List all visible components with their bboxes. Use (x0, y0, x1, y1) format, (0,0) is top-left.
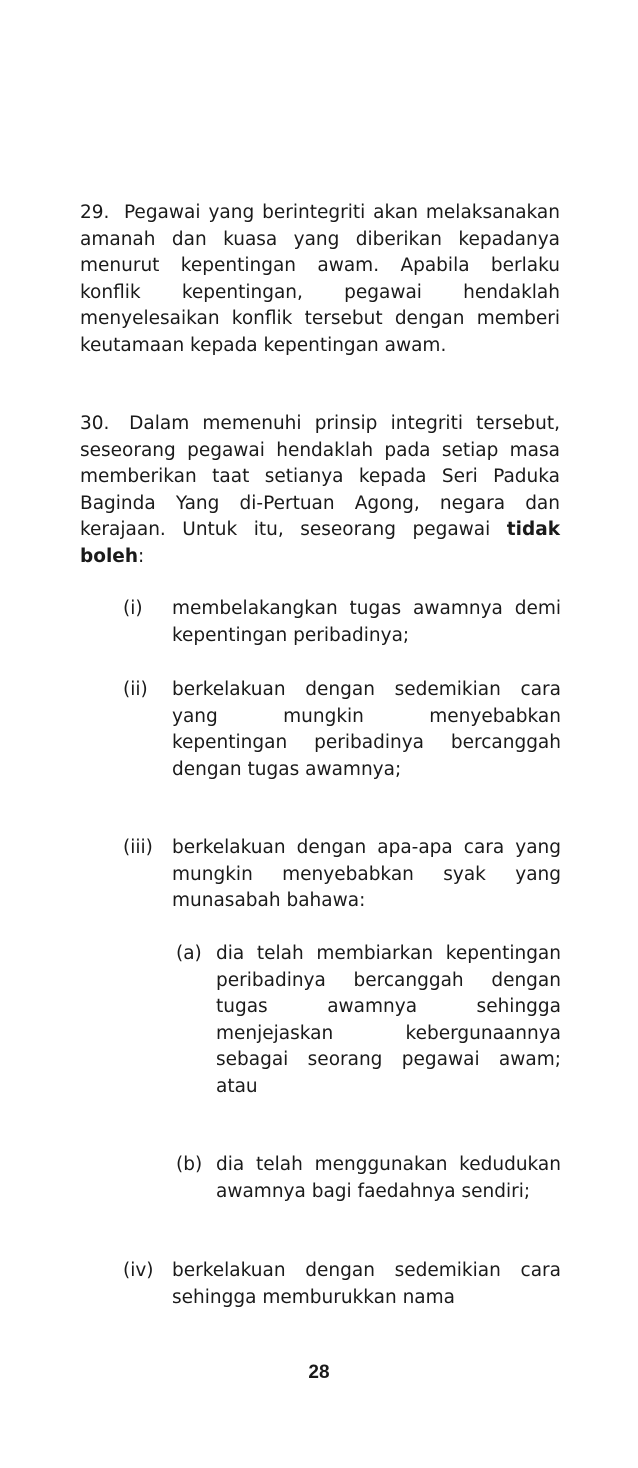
paragraph-number: 29. (80, 202, 110, 223)
paragraph-suffix: : (138, 545, 145, 567)
paragraph-29 (80, 200, 560, 359)
paragraph-30 (80, 411, 560, 570)
sub-item-text: dia telah menggunakan kedudukan awamnya bagi faedahnya sendiri; (216, 1154, 561, 1202)
list-marker: (iii) (123, 837, 153, 858)
emphasis-text: tidak boleh (80, 519, 560, 567)
list-marker: (i) (123, 598, 143, 619)
list-item-text: membelakangkan tugas awamnya demi kepentingan peribadinya; (172, 598, 561, 646)
list-item-text: berkelakuan dengan sedemikian cara sehingga memburukkan nama (172, 1260, 561, 1308)
list-marker: (ii) (123, 679, 148, 700)
sub-item-text: dia telah membiarkan kepentingan peribadinya bercanggah dengan tugas awamnya sehingga menjejaskan kebergunaannya sebagai seorang pegawai awam; atau (216, 943, 561, 1097)
sub-item-marker: (b) (176, 1154, 203, 1175)
page-number: 28 (308, 1362, 330, 1383)
list-item-text: berkelakuan dengan apa-apa cara yang mungkin menyebabkan syak yang munasabah bahawa: (172, 837, 561, 911)
paragraph-text: Pegawai yang berintegriti akan melaksanakan amanah dan kuasa yang diberikan kepadanya menurut kepentingan awam. Apabila berlaku konflik kepentingan, pegawai hendaklah menyelesaikan konflik tersebut dengan memberi keutamaan kepada kepentingan awam. (80, 202, 560, 356)
list-item-text: berkelakuan dengan sedemikian cara yang mungkin menyebabkan kepentingan peribadinya bercanggah dengan tugas awamnya; (172, 679, 561, 780)
sub-item-marker: (a) (176, 943, 202, 964)
list-marker: (iv) (123, 1260, 154, 1281)
paragraph-text: Dalam memenuhi prinsip integriti tersebut, seseorang pegawai hendaklah pada setiap masa memberikan taat setianya kepada Seri Paduka Baginda Yang di-Pertuan Agong, negara dan kerajaan. Untuk itu, seseorang pegawai (80, 413, 560, 540)
paragraph-number: 30. (80, 413, 110, 434)
